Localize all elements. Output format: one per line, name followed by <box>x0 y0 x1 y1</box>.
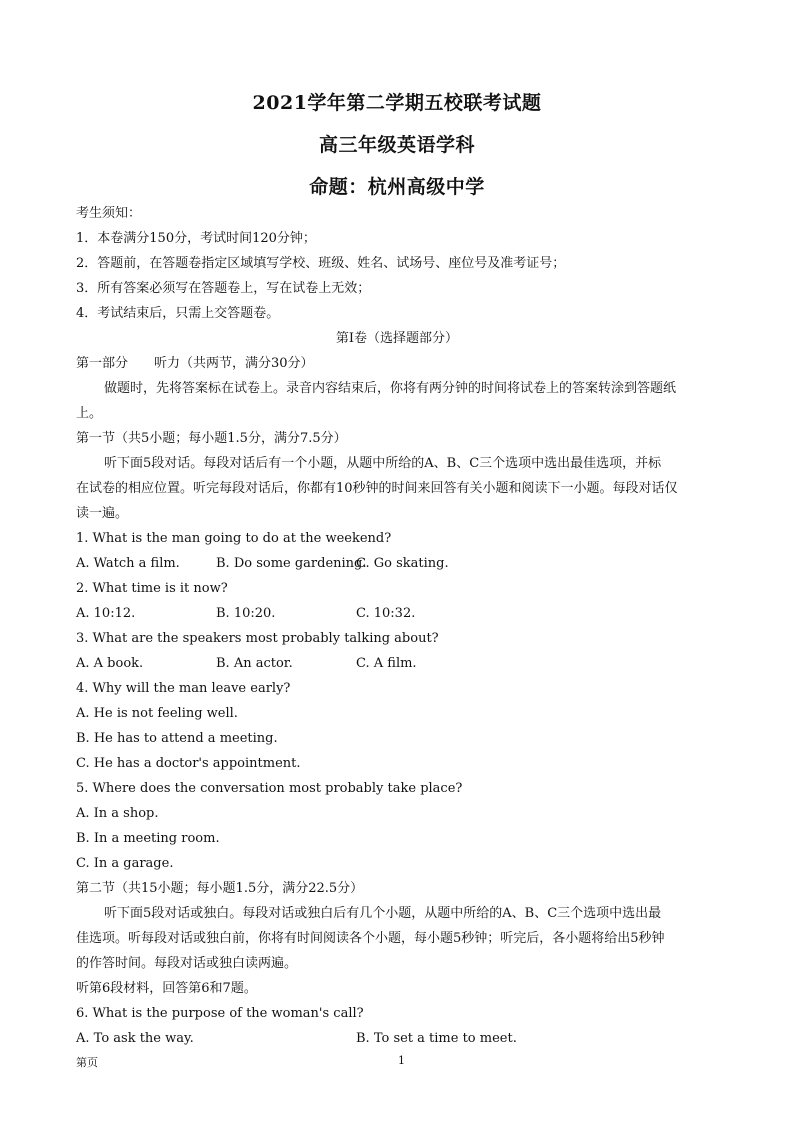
q2-option-a: A. 10:12. <box>76 606 136 621</box>
q6-option-a: A. To ask the way. <box>76 1031 194 1046</box>
question-1: 1. What is the man going to do at the weekend? <box>76 531 392 546</box>
notice-item: 3．所有答案必须写在答题卷上，写在试卷上无效； <box>76 281 371 296</box>
notice-item: 4．考试结束后，只需上交答题卷。 <box>76 306 280 321</box>
q1-option-b: B. Do some gardening. <box>216 556 367 571</box>
part1-heading: 第一部分 听力（共两节，满分30分） <box>76 356 314 371</box>
section1-instruction-cont: 在试卷的相应位置。听完每段对话后，你都有10秒钟的时间来回答有关小题和阅读下一小题。每段对话仅 <box>76 481 678 496</box>
question-6: 6. What is the purpose of the woman's call? <box>76 1006 364 1021</box>
q1-option-c: C. Go skating. <box>356 556 449 571</box>
question-4: 4. Why will the man leave early? <box>76 681 291 696</box>
q3-option-c: C. A film. <box>356 656 417 671</box>
q1-option-a: A. Watch a film. <box>76 556 180 571</box>
notice-heading: 考生须知： <box>76 206 142 221</box>
part1-instruction: 做题时，先将答案标在试卷上。录音内容结束后，你将有两分钟的时间将试卷上的答案转涂到答题纸 <box>104 381 677 396</box>
notice-item: 2．答题前，在答题卷指定区域填写学校、班级、姓名、试场号、座位号及准考证号； <box>76 256 566 271</box>
question-5: 5. Where does the conversation most probably take place? <box>76 781 463 796</box>
q2-option-b: B. 10:20. <box>216 606 276 621</box>
exam-title: 2021学年第二学期五校联考试题 <box>252 92 542 114</box>
question-2: 2. What time is it now? <box>76 581 228 596</box>
material-6-note: 听第6段材料，回答第6和7题。 <box>76 981 257 996</box>
q4-option-b: B. He has to attend a meeting. <box>76 731 278 746</box>
q5-option-b: B. In a meeting room. <box>76 831 220 846</box>
q4-option-a: A. He is not feeling well. <box>76 706 238 721</box>
section2-instruction-cont: 佳选项。听每段对话或独白前，你将有时间阅读各个小题，每小题5秒钟；听完后，各小题将给出5秒钟 <box>76 931 665 946</box>
page-number: 1 <box>398 1054 405 1067</box>
notice-item: 1．本卷满分150分，考试时间120分钟； <box>76 231 316 246</box>
section2-heading: 第二节（共15小题；每小题1.5分，满分22.5分） <box>76 881 364 896</box>
q3-option-a: A. A book. <box>76 656 144 671</box>
q6-option-b: B. To set a time to meet. <box>356 1031 517 1046</box>
part1-instruction-cont: 上。 <box>76 406 103 421</box>
footer-label: 第页 <box>76 1056 98 1069</box>
volume-heading: 第Ⅰ卷（选择题部分） <box>335 331 459 346</box>
section1-heading: 第一节（共5小题；每小题1.5分，满分7.5分） <box>76 431 347 446</box>
section1-instruction: 听下面5段对话。每段对话后有一个小题，从题中所给的A、B、C三个选项中选出最佳选项，并标 <box>104 456 662 471</box>
exam-author: 命题：杭州高级中学 <box>309 176 485 198</box>
question-3: 3. What are the speakers most probably talking about? <box>76 631 439 646</box>
q2-option-c: C. 10:32. <box>356 606 416 621</box>
section2-instruction-cont: 的作答时间。每段对话或独白读两遍。 <box>76 956 298 971</box>
q5-option-a: A. In a shop. <box>76 806 159 821</box>
q4-option-c: C. He has a doctor's appointment. <box>76 756 301 771</box>
exam-subject: 高三年级英语学科 <box>318 134 475 156</box>
section1-instruction-cont: 读一遍。 <box>76 506 129 521</box>
q3-option-b: B. An actor. <box>216 656 293 671</box>
section2-instruction: 听下面5段对话或独白。每段对话或独白后有几个小题，从题中所给的A、B、C三个选项中选出最 <box>104 906 662 921</box>
q5-option-c: C. In a garage. <box>76 856 174 871</box>
